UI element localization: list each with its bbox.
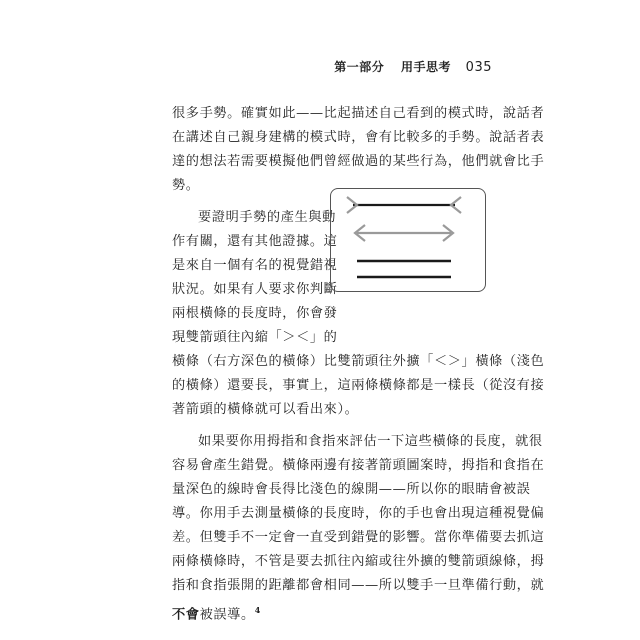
text-line: 作有關，還有其他證據。這 — [172, 234, 338, 249]
text-line: 狀況。如果有人要求你判斷 — [172, 282, 338, 297]
text-line: 指和食指張開的距離都會相同——所以雙手一旦準備行動，就 — [172, 578, 545, 593]
text-line: 量深色的線時會長得比淺色的線開——所以你的眼睛會被誤 — [172, 482, 531, 497]
text-line: 如果要你用拇指和食指來評估一下這些橫條的長度，就很 — [198, 434, 543, 449]
bar-inward-arrows — [347, 197, 461, 213]
running-header — [334, 58, 492, 75]
page-number: 035 — [465, 60, 492, 75]
text-line: 是來自一個有名的視覺錯視 — [172, 258, 338, 273]
text-line: 差。但雙手不一定會一直受到錯覺的影響。當你準備要去抓這 — [172, 530, 545, 545]
bar-outward-arrows — [355, 225, 453, 241]
text-line: 橫條（右方深色的橫條）比雙箭頭往外擴「＜＞」橫條（淺色 — [172, 354, 545, 369]
arrow-head-left — [347, 197, 357, 213]
text-line: 現雙箭頭往內縮「＞＜」的 — [172, 330, 338, 345]
illusion-figure — [330, 188, 486, 292]
text-line: 達的想法若需要模擬他們曾經做過的某些行為，他們就會比手 — [172, 154, 545, 169]
text-line: 在講述自己親身建構的模式時，會有比較多的手勢。說話者表 — [172, 130, 545, 145]
text-line: 很多手勢。確實如此——比起描述自己看到的模式時，說話者 — [172, 106, 545, 121]
text-line: 著箭頭的橫條就可以看出來）。 — [172, 402, 359, 417]
footnote-marker: 4 — [254, 605, 261, 615]
text-line: 要證明手勢的產生與動 — [198, 210, 336, 225]
text-line: 的橫條）還要長，事實上，這兩條橫條都是一樣長（從沒有接 — [172, 378, 545, 393]
muller-lyer-illusion — [331, 189, 485, 291]
text-line: 勢。 — [172, 178, 200, 193]
text-line: 兩根橫條的長度時，你會發 — [172, 306, 338, 321]
text-line — [172, 600, 261, 623]
section-label: 第一部分 — [334, 60, 385, 74]
arrow-head-right — [451, 197, 461, 213]
text-line: 兩條橫條時，不管是要去抓往內縮或往外擴的雙箭頭線條，拇 — [172, 554, 545, 569]
text-line: 容易會產生錯覺。橫條兩邊有接著箭頭圖案時，拇指和食指在 — [172, 458, 545, 473]
emphasis-text: 不會 — [172, 607, 200, 623]
text-line: 導。你用手去測量橫條的長度時，你的手也會出現這種視覺偏 — [172, 506, 545, 521]
text-fragment: 被誤導。 — [199, 607, 255, 623]
chapter-title: 用手思考 — [400, 60, 451, 74]
